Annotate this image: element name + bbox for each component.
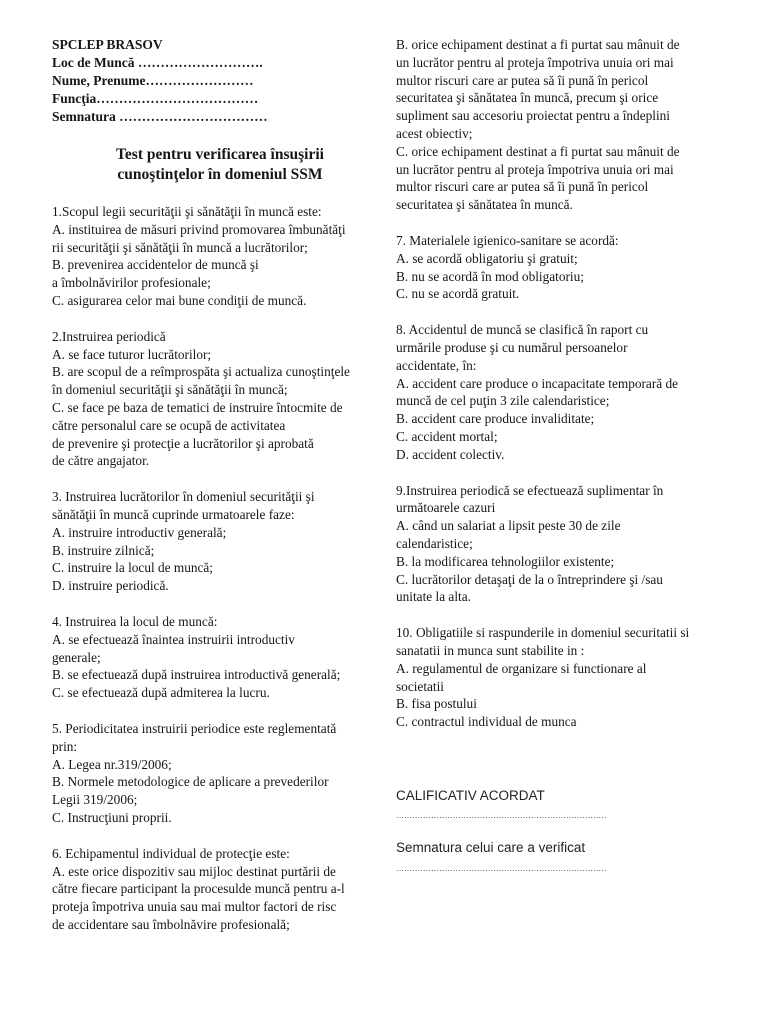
question-7 [396,232,736,303]
question-line: 7. Materialele igienico-sanitare se acordă: [396,232,619,248]
option-line: multor riscuri care ar putea să îi pună în pericol [396,72,649,88]
question-9 [396,482,736,607]
option-line: A. regulamentul de organizare si functionare al [396,660,647,676]
workplace-field: Loc de Muncă ………………………. [52,55,263,70]
document-title [52,145,388,185]
option-line: societatii [396,678,444,694]
option-line: securitatea şi sănătatea în muncă, precum şi orice [396,90,659,106]
option-line: A. instruire introductiv generală; [52,524,227,540]
option-line: B. orice echipament destinat a fi purtat sau mânuit de [396,37,680,52]
option-line: C. asigurarea celor mai bune condiţii de muncă. [52,292,307,308]
option-line: proteja împotriva unuia sau mai multor factori de risc [52,899,337,915]
option-line: către personalul care se ocupă de activitatea [52,417,286,433]
option-line: unitate la alta. [396,589,471,605]
grade-dotted-line: .............................................................................. [396,810,607,820]
option-line: de accidentare sau îmbolnăvire profesională; [52,916,290,932]
question-3 [52,488,388,595]
option-line: Legii 319/2006; [52,792,138,808]
grade-label: CALIFICATIV ACORDAT [396,788,545,803]
option-line: B. se efectuează după instruirea introductivă generală; [52,667,341,683]
question-line: 9.Instruirea periodică se efectuează suplimentar în [396,482,664,498]
question-line: 8. Accidentul de muncă se clasifică în raport cu [396,322,649,338]
option-line: B. fisa postului [396,696,477,712]
question-line: urmările produse şi cu numărul persoanelor [396,339,628,355]
option-line: multor riscuri care ar putea să îi pună în pericol [396,179,649,195]
question-2 [52,328,388,470]
option-line: A. accident care produce o incapacitate temporară de [396,375,679,391]
signature-field: Semnatura …………………………… [52,109,268,124]
option-line: C. instruire la locul de muncă; [52,560,213,576]
option-line: A. se face tuturor lucrătorilor; [52,346,212,362]
option-line: a îmbolnăvirilor profesionale; [52,275,211,291]
left-column [52,36,388,952]
function-field: Funcţia……………………………… [52,91,259,106]
title-line: Test pentru verificarea însuşirii [116,146,324,163]
option-line: B. la modificarea tehnologiilor existente; [396,553,615,569]
option-line: C. se face pe baza de tematici de instruire întocmite de [52,399,343,415]
option-line: A. se acordă obligatoriu şi gratuit; [396,250,578,266]
option-line: B. nu se acordă în mod obligatoriu; [396,268,584,284]
option-line: în domeniul securităţii şi sănătăţii în muncă; [52,382,288,398]
document-header [52,36,388,126]
question-8 [396,321,736,463]
option-line: calendaristice; [396,535,473,551]
option-line: C. contractul individual de munca [396,714,577,730]
question-line: 4. Instruirea la locul de muncă: [52,613,218,629]
option-line: C. se efectuează după admiterea la lucru. [52,685,270,701]
question-1 [52,203,388,310]
option-line: supliment sau accesoriu proiectat pentru a îndeplini [396,108,670,124]
question-line: 3. Instruirea lucrătorilor în domeniul securităţii şi [52,489,315,505]
option-line: muncă de cel puţin 3 zile calendaristice; [396,393,610,409]
verifier-signature-label: Semnatura celui care a verificat [396,840,586,855]
question-line: 2.Instruirea periodică [52,328,166,344]
option-line: A. se efectuează înaintea instruirii introductiv [52,631,295,647]
option-line: rii securităţii şi sănătăţii în muncă a lucrătorilor; [52,239,308,255]
question-line: prin: [52,738,78,754]
question-5 [52,720,388,827]
option-line: A. Legea nr.319/2006; [52,756,172,772]
option-line: acest obiectiv; [396,125,473,141]
verifier-dotted-line: .............................................................................. [396,863,607,873]
option-line: C. orice echipament destinat a fi purtat sau mânuit de [396,143,680,159]
option-line: către fiecare participant la procesulde muncă pentru a-l [52,881,345,897]
question-line: următoarele cazuri [396,500,496,516]
option-line: C. accident mortal; [396,428,498,444]
option-line: C. nu se acordă gratuit. [396,286,520,302]
question-6-continued [396,36,736,214]
question-line: 10. Obligatiile si raspunderile in domeniul securitatii si [396,625,690,641]
question-line: 5. Periodicitatea instruirii periodice este reglementată [52,720,337,736]
question-4 [52,613,388,702]
option-line: un lucrător pentru al proteja împotriva unuia ori mai [396,54,674,70]
option-line: C. Instrucţiuni proprii. [52,809,172,825]
question-line: 6. Echipamentul individual de protecţie este: [52,845,290,861]
right-column [396,36,736,749]
option-line: B. instruire zilnică; [52,542,155,558]
option-line: D. instruire periodică. [52,578,169,594]
question-line: sanatatii in munca sunt stabilite in : [396,642,585,658]
title-line: cunoştinţelor în domeniul SSM [117,166,323,183]
option-line: A. este orice dispozitiv sau mijloc destinat purtării de [52,863,336,879]
option-line: generale; [52,649,101,665]
option-line: D. accident colectiv. [396,446,505,462]
question-line: accidentate, în: [396,357,477,373]
option-line: de prevenire şi protecţie a lucrătorilor şi aprobată [52,435,314,451]
option-line: B. accident care produce invaliditate; [396,411,595,427]
option-line: de către angajator. [52,453,150,469]
option-line: A. instituirea de măsuri privind promovarea îmbunătăţi [52,221,346,237]
option-line: B. prevenirea accidentelor de muncă şi [52,257,259,273]
option-line: B. are scopul de a reîmprospăta şi actualiza cunoştinţele [52,364,350,380]
option-line: C. lucrătorilor detaşaţi de la o întreprindere şi /sau [396,571,663,587]
question-10 [396,624,736,731]
name-field: Nume, Prenume…………………… [52,73,254,88]
question-line: 1.Scopul legii securităţii şi sănătăţii în muncă este: [52,204,322,219]
organization-name: SPCLEP BRASOV [52,37,163,52]
question-line: sănătăţii în muncă cuprinde urmatoarele faze: [52,506,295,522]
option-line: A. când un salariat a lipsit peste 30 de zile [396,518,621,534]
option-line: securitatea şi sănătatea în muncă. [396,197,573,213]
option-line: un lucrător pentru al proteja împotriva unuia ori mai [396,161,674,177]
option-line: B. Normele metodologice de aplicare a prevederilor [52,774,329,790]
question-6 [52,845,388,934]
